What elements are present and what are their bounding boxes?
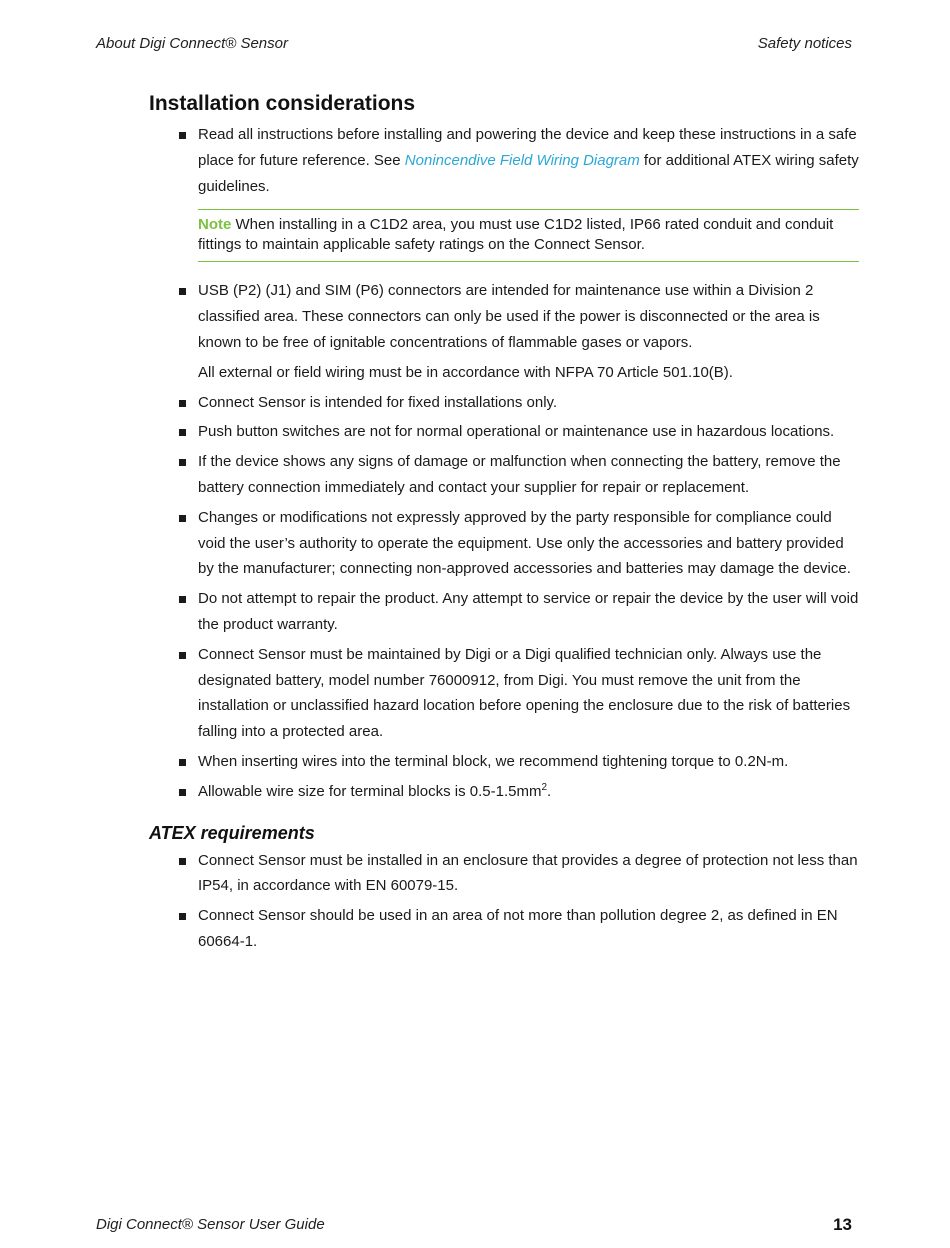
note-label: Note [198,216,232,234]
item-text: When inserting wires into the terminal block, we recommend tightening torque to 0.2N-m. [198,752,789,770]
bullet-icon [179,459,186,466]
list-item [149,848,859,900]
bullet-icon [179,652,186,659]
list-item [149,749,859,775]
bullet-icon [179,858,186,865]
list-item [149,122,859,199]
list-item [149,449,859,501]
list-item [149,505,859,582]
bullet-icon [179,400,186,407]
footer-guide-title: Digi Connect® Sensor User Guide [96,1216,325,1233]
list-item [149,642,859,745]
list-item [149,419,859,445]
page-content [149,92,859,959]
item-text: Connect Sensor must be installed in an enclosure that provides a degree of protection not less than IP54, in accordance with EN 60079-15. [198,851,858,895]
bullet-icon [179,789,186,796]
page-number: 13 [833,1215,852,1234]
header-doc-title: About Digi Connect® Sensor [96,35,288,52]
item-text: Connect Sensor is intended for fixed installations only. [198,393,558,411]
bullet-icon [179,596,186,603]
list-item [149,779,859,805]
bullet-icon [179,429,186,436]
item-text: USB (P2) (J1) and SIM (P6) connectors are intended for maintenance use within a Division 2 classified area. These connectors can only be used if the power is disconnected or the area is known to be free of ignitable concentrations of flammable gases or vapors. [198,282,820,351]
item-text: Connect Sensor should be used in an area of not more than pollution degree 2, as defined in EN 60664-1. [198,907,838,950]
item-text: for additional ATEX wiring safety guidelines. [198,151,859,195]
bullet-icon [179,913,186,920]
list-item [149,586,859,638]
item-text: Read all instructions before installing and powering the device and keep these instructions in a safe place for future reference. See [198,126,857,169]
install-list-continued [149,278,859,355]
install-list [149,122,859,199]
atex-list [149,848,859,955]
item-text: . [547,782,552,800]
wiring-paragraph: All external or field wiring must be in accordance with NFPA 70 Article 501.10(B). [198,363,733,381]
list-item [149,390,859,416]
header-section-title: Safety notices [757,35,852,52]
item-text: Do not attempt to repair the product. Any attempt to service or repair the device by the user will void the product warranty. [198,590,859,633]
bullet-icon [179,759,186,766]
atex-heading: ATEX requirements [149,822,315,843]
note-text: When installing in a C1D2 area, you must use C1D2 listed, IP66 rated conduit and conduit fittings to maintain applicable safety ratings on the Connect Sensor. [198,216,834,254]
item-text: Changes or modifications not expressly approved by the party responsible for compliance could void the user’s authority to operate the equipment. Use only the accessories and battery provided by the manufacturer; connecting non-approved accessories and batteries may damage the device. [198,508,851,578]
note-box [198,209,859,262]
bullet-icon [179,288,186,295]
list-item [149,278,859,355]
list-item [149,903,859,955]
item-text: Allowable wire size for terminal blocks is 0.5-1.5mm [198,782,542,800]
section-heading: Installation considerations [149,92,416,115]
item-text: If the device shows any signs of damage or malfunction when connecting the battery, remove the battery connection immediately and contact your supplier for repair or replacement. [198,453,841,496]
item-text: Push button switches are not for normal operational or maintenance use in hazardous locations. [198,423,835,441]
bullet-icon [179,515,186,522]
item-text: Connect Sensor must be maintained by Digi or a Digi qualified technician only. Always use the designated battery, model number 76000912, from Digi. You must remove the unit from the installation or unclassified hazard location before opening the enclosure due to the risk of batteries falling into a protected area. [198,645,851,741]
wiring-diagram-link[interactable]: Nonincendive Field Wiring Diagram [404,151,640,169]
superscript: 2 [541,781,548,793]
install-list-rest [149,390,859,805]
bullet-icon [179,132,186,139]
